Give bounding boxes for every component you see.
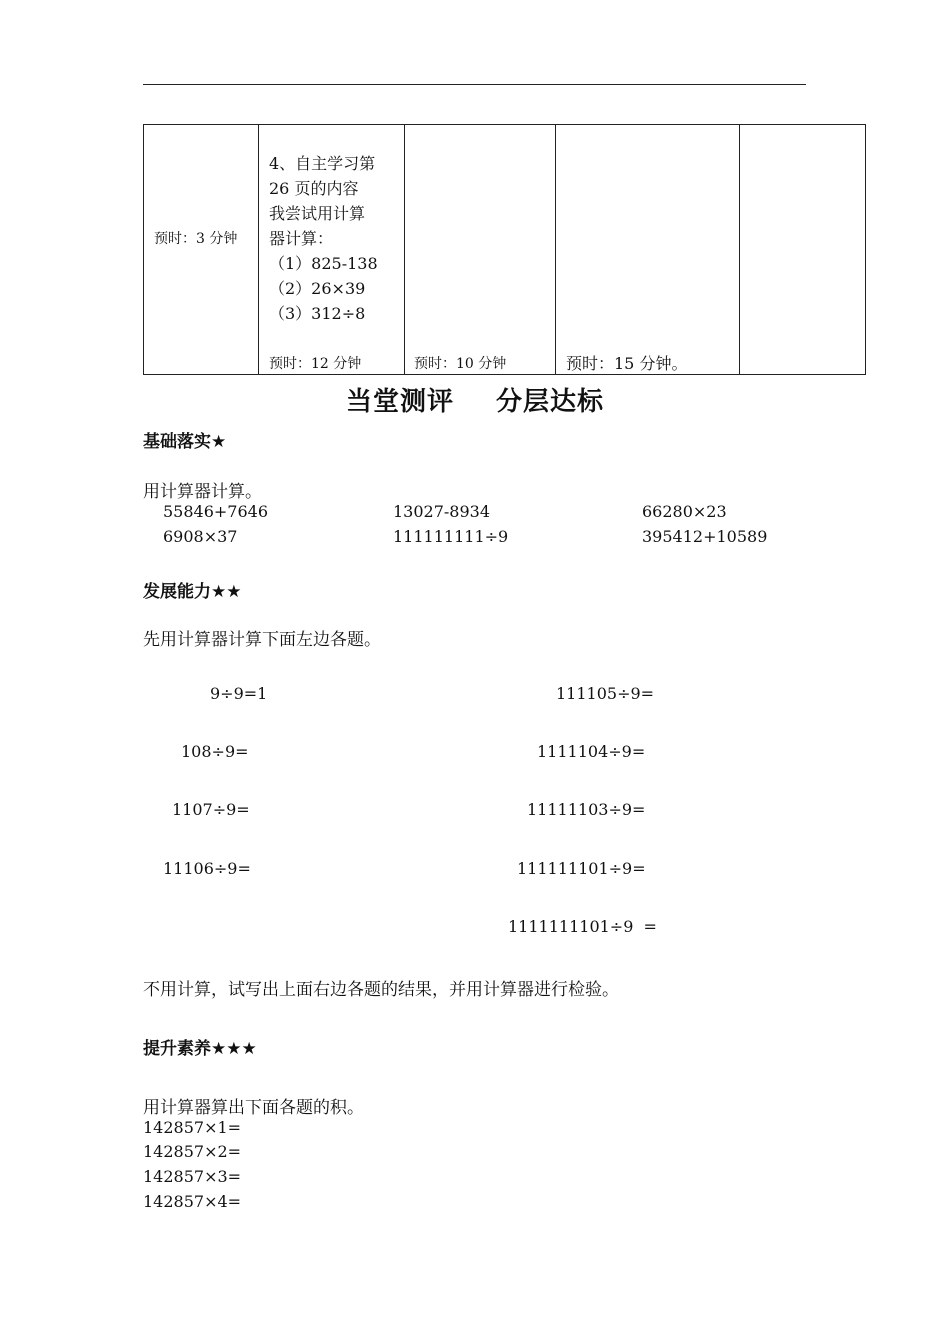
plan-line: （3）312÷8 [269, 304, 366, 323]
left-equation: 11106÷9= [163, 859, 251, 878]
plan-line: 我尝试用计算 [269, 204, 366, 223]
section3-intro: 用计算器算出下面各题的积。 [143, 1098, 364, 1118]
plan-time-2: 预时：12 分钟 [269, 356, 362, 372]
header-rule [143, 84, 806, 85]
right-equation: 1111111101÷9 = [508, 917, 657, 936]
left-equation: 1107÷9= [172, 800, 250, 819]
problem: 395412+10589 [642, 527, 768, 546]
section1-heading: 基础落实★ [143, 432, 227, 452]
problem: 66280×23 [642, 502, 727, 521]
right-equation: 11111103÷9= [527, 800, 646, 819]
product-problem: 142857×1= [143, 1118, 242, 1137]
right-equation: 1111104÷9= [537, 742, 646, 761]
lesson-plan-table [143, 124, 866, 375]
plan-line: （2）26×39 [269, 279, 366, 298]
plan-cell-1 [144, 125, 259, 375]
plan-time-1: 预时：3 分钟 [154, 231, 238, 247]
section2-intro: 先用计算器计算下面左边各题。 [143, 630, 381, 650]
product-problem: 142857×3= [143, 1167, 242, 1186]
problem: 111111111÷9 [393, 527, 509, 546]
left-equation: 108÷9= [181, 742, 249, 761]
problem: 6908×37 [163, 527, 238, 546]
page-title [0, 381, 950, 418]
problem: 55846+7646 [163, 502, 269, 521]
title-part-2: 分层达标 [496, 387, 605, 417]
section2-note: 不用计算，试写出上面右边各题的结果，并用计算器进行检验。 [143, 980, 619, 1000]
plan-cell-3 [405, 125, 556, 375]
left-equation: 9÷9=1 [210, 684, 268, 703]
right-equation: 111111101÷9= [517, 859, 646, 878]
section2-heading: 发展能力★★ [143, 582, 242, 602]
section1-intro: 用计算器计算。 [143, 482, 262, 502]
plan-content [269, 151, 378, 326]
plan-time-4: 预时：15 分钟。 [566, 354, 688, 373]
plan-line: 26 页的内容 [269, 179, 359, 198]
plan-line: （1）825-138 [269, 254, 378, 273]
section3-heading: 提升素养★★★ [143, 1039, 257, 1059]
problem: 13027-8934 [393, 502, 491, 521]
plan-line: 4、自主学习第 [269, 154, 376, 173]
product-problem: 142857×4= [143, 1192, 242, 1211]
plan-cell-4 [556, 125, 740, 375]
product-problem: 142857×2= [143, 1142, 242, 1161]
plan-time-3: 预时：10 分钟 [414, 356, 507, 372]
plan-cell-5 [740, 125, 866, 375]
right-equation: 111105÷9= [556, 684, 655, 703]
title-part-1: 当堂测评 [345, 387, 454, 417]
plan-line: 器计算： [269, 229, 334, 248]
plan-cell-2 [259, 125, 405, 375]
